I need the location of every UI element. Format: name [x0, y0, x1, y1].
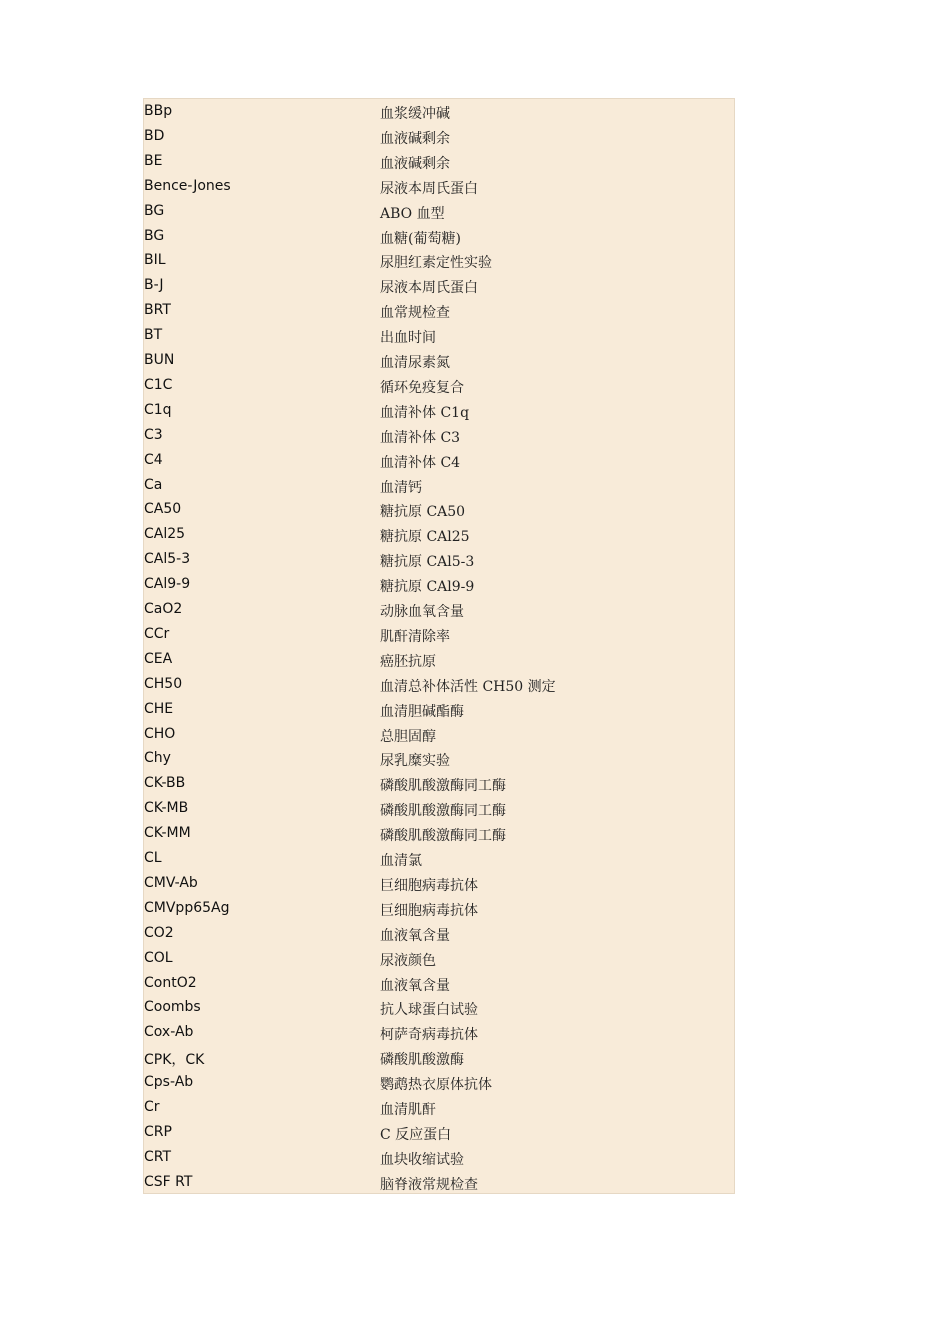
- description-cell: 糖抗原 CAl25: [380, 529, 470, 546]
- table-row: [144, 622, 734, 647]
- description-cell: 血液氧含量: [380, 927, 450, 944]
- abbreviation-cell: CK-BB: [144, 775, 186, 792]
- table-row: [144, 1095, 734, 1120]
- table-row: [144, 647, 734, 672]
- abbreviation-cell: CaO2: [144, 601, 183, 617]
- description-cell: 血糖(葡萄糖): [380, 230, 461, 247]
- description-cell: 尿乳糜实验: [380, 753, 450, 770]
- description-cell: 磷酸肌酸激酶: [380, 1052, 464, 1069]
- description-cell: 磷酸肌酸激酶同工酶: [380, 828, 506, 845]
- abbreviation-cell: Coombs: [144, 999, 201, 1016]
- table-row: [144, 771, 734, 796]
- description-cell: 柯萨奇病毒抗体: [380, 1027, 478, 1044]
- table-row: [144, 174, 734, 199]
- abbreviation-cell: CO2: [144, 924, 174, 941]
- table-row: [144, 124, 734, 149]
- description-cell: 脑脊液常规检查: [380, 1176, 478, 1193]
- description-cell: C 反应蛋白: [380, 1126, 452, 1143]
- table-row: [144, 1145, 734, 1170]
- description-cell: ABO 血型: [380, 205, 445, 222]
- description-cell: 糖抗原 CAl9-9: [380, 579, 475, 596]
- description-cell: 血清补体 C4: [380, 454, 461, 471]
- abbreviation-cell: B-J: [144, 277, 164, 294]
- table-row: [144, 423, 734, 448]
- description-cell: 血清补体 C1q: [380, 404, 470, 421]
- table-row: [144, 746, 734, 771]
- table-row: [144, 722, 734, 747]
- abbreviation-cell: CH50: [144, 675, 183, 692]
- table-row: [144, 1020, 734, 1045]
- table-row: [144, 547, 734, 572]
- table-row: [144, 448, 734, 473]
- abbreviation-cell: CRT: [144, 1148, 172, 1165]
- description-cell: 血块收缩试验: [380, 1151, 464, 1168]
- description-cell: 糖抗原 CAl5-3: [380, 554, 475, 571]
- description-cell: 血液碱剩余: [380, 130, 450, 147]
- description-cell: 肌酐清除率: [380, 628, 450, 645]
- description-cell: 尿液本周氏蛋白: [380, 280, 478, 297]
- table-row: [144, 323, 734, 348]
- description-cell: 血清肌酐: [380, 1102, 436, 1118]
- abbreviation-cell: BT: [144, 327, 163, 344]
- description-cell: 血清总补体活性 CH50 测定: [380, 678, 556, 695]
- abbreviation-cell: CAl5-3: [144, 551, 191, 568]
- abbreviation-cell: Cr: [144, 1099, 160, 1115]
- table-row: [144, 971, 734, 996]
- description-cell: 尿液本周氏蛋白: [380, 180, 478, 197]
- abbreviation-cell: CHO: [144, 725, 176, 742]
- table-row: [144, 373, 734, 398]
- table-row: [144, 1070, 734, 1095]
- abbreviation-cell: CSF RT: [144, 1173, 193, 1190]
- description-cell: 癌胚抗原: [380, 653, 436, 670]
- abbreviation-cell: ContO2: [144, 974, 197, 991]
- abbreviation-cell: COL: [144, 949, 173, 966]
- table-row: [144, 248, 734, 273]
- abbreviation-cell: CEA: [144, 650, 173, 667]
- abbreviation-table: [143, 98, 735, 1194]
- abbreviation-cell: CL: [144, 850, 162, 866]
- abbreviation-cell: BRT: [144, 302, 171, 319]
- description-cell: 抗人球蛋白试验: [380, 1002, 478, 1019]
- description-cell: 巨细胞病毒抗体: [380, 902, 478, 919]
- abbreviation-cell: CCr: [144, 625, 170, 642]
- table-row: [144, 946, 734, 971]
- description-cell: 总胆固醇: [380, 728, 436, 745]
- table-row: [144, 572, 734, 597]
- table-row: [144, 697, 734, 722]
- table-row: [144, 1120, 734, 1145]
- abbreviation-cell: C4: [144, 451, 163, 468]
- description-cell: 尿胆红素定性实验: [380, 255, 492, 272]
- description-cell: 磷酸肌酸激酶同工酶: [380, 778, 506, 795]
- table-row: [144, 497, 734, 522]
- description-cell: 巨细胞病毒抗体: [380, 877, 478, 894]
- abbreviation-cell: Chy: [144, 750, 171, 767]
- abbreviation-cell: Bence-Jones: [144, 177, 231, 194]
- table-row: [144, 273, 734, 298]
- abbreviation-cell: Cox-Ab: [144, 1024, 194, 1041]
- table-row: [144, 199, 734, 224]
- abbreviation-cell: BUN: [144, 352, 175, 368]
- table-row: [144, 796, 734, 821]
- description-cell: 血浆缓冲碱: [380, 106, 450, 122]
- table-row: [144, 298, 734, 323]
- table-row: [144, 846, 734, 871]
- abbreviation-cell: C3: [144, 426, 163, 443]
- abbreviation-cell: CA50: [144, 501, 182, 518]
- table-row: [144, 1045, 734, 1070]
- table-row: [144, 522, 734, 547]
- abbreviation-cell: CRP: [144, 1123, 172, 1140]
- table-row: [144, 348, 734, 373]
- description-cell: 动脉血氧含量: [380, 604, 464, 620]
- table-row: [144, 995, 734, 1020]
- abbreviation-cell: BD: [144, 127, 165, 144]
- description-cell: 循环免疫复合: [380, 379, 464, 396]
- abbreviation-cell: CAl9-9: [144, 576, 191, 593]
- abbreviation-cell: CAl25: [144, 526, 186, 543]
- abbreviation-cell: CHE: [144, 700, 174, 717]
- description-cell: 尿液颜色: [380, 952, 436, 969]
- description-cell: 血清补体 C3: [380, 429, 461, 446]
- abbreviation-cell: BIL: [144, 252, 166, 269]
- abbreviation-cell: Cps-Ab: [144, 1074, 194, 1091]
- description-cell: 血清胆碱酯酶: [380, 703, 464, 720]
- abbreviation-cell: CK-MM: [144, 825, 191, 842]
- abbreviation-cell: CMVpp65Ag: [144, 899, 230, 916]
- description-cell: 血常规检查: [380, 305, 450, 322]
- abbreviation-cell: C1C: [144, 376, 173, 393]
- table-row: [144, 149, 734, 174]
- description-cell: 血液碱剩余: [380, 155, 450, 172]
- description-cell: 出血时间: [380, 330, 436, 347]
- table-row: [144, 821, 734, 846]
- abbreviation-cell: Ca: [144, 476, 163, 493]
- abbreviation-cell: BBp: [144, 103, 173, 119]
- table-row: [144, 871, 734, 896]
- table-row: [144, 398, 734, 423]
- description-cell: 血清氯: [380, 853, 422, 869]
- table-row: [144, 1170, 734, 1195]
- table-row: [144, 896, 734, 921]
- abbreviation-cell: CMV-Ab: [144, 874, 198, 891]
- abbreviation-cell: C1q: [144, 401, 172, 418]
- description-cell: 血清尿素氮: [380, 355, 450, 371]
- table-row: [144, 473, 734, 498]
- abbreviation-cell: BG: [144, 227, 165, 244]
- description-cell: 血清钙: [380, 479, 422, 496]
- table-row: [144, 921, 734, 946]
- abbreviation-cell: BE: [144, 152, 163, 169]
- table-row: [144, 597, 734, 622]
- table-row: [144, 672, 734, 697]
- description-cell: 磷酸肌酸激酶同工酶: [380, 803, 506, 820]
- description-cell: 鹦鹉热衣原体抗体: [380, 1077, 492, 1094]
- abbreviation-cell: CK-MB: [144, 800, 189, 817]
- table-row: [144, 224, 734, 249]
- abbreviation-cell: BG: [144, 202, 165, 219]
- description-cell: 血液氧含量: [380, 977, 450, 994]
- description-cell: 糖抗原 CA50: [380, 504, 466, 521]
- table-row: [144, 99, 734, 124]
- abbreviation-cell: CPK，CK: [144, 1052, 205, 1069]
